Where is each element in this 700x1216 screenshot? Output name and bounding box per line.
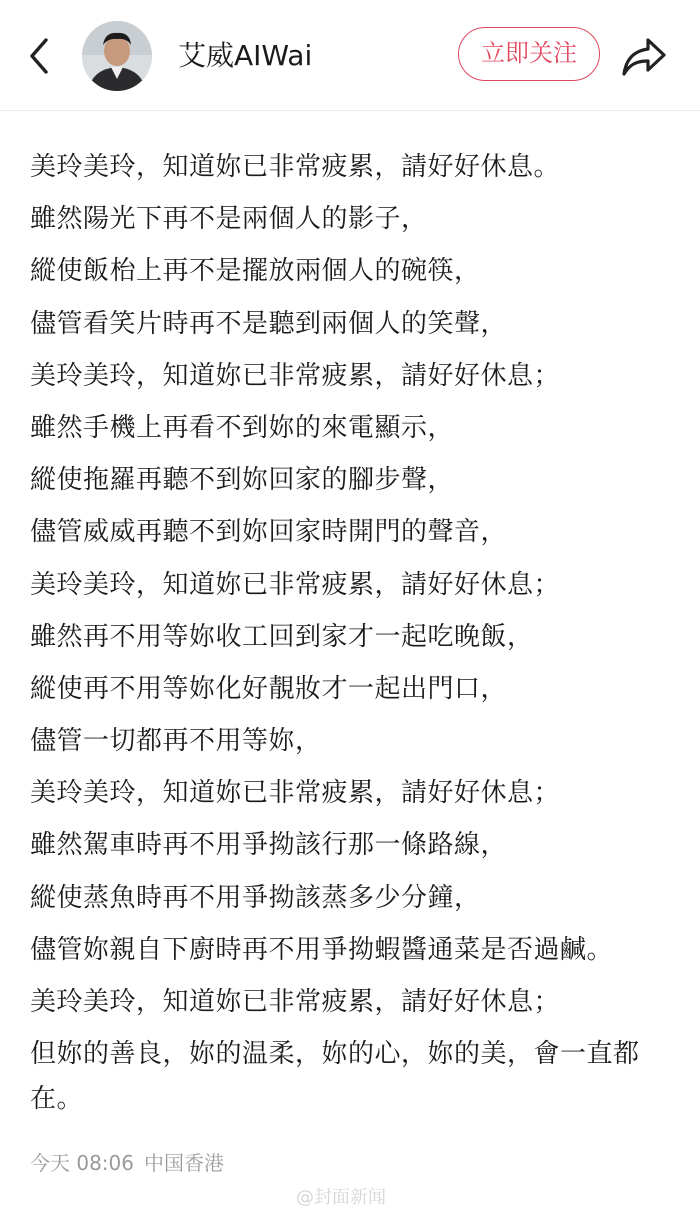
post-location: 中国香港 — [144, 1151, 224, 1175]
author-avatar[interactable] — [82, 21, 152, 91]
post-line: 美玲美玲，知道妳已非常疲累，請好好休息。 — [30, 152, 561, 182]
post-line: 雖然再不用等妳收工回到家才一起吃晚飯， — [30, 621, 534, 652]
post-line: 美玲美玲，知道妳已非常疲累，請好好休息； — [30, 778, 561, 809]
post-line: 儘管妳親自下廚時再不用爭拗蝦醬通菜是否過鹹。 — [30, 934, 614, 965]
post-meta — [30, 1148, 224, 1178]
post-line: 儘管一切都再不用等妳， — [30, 726, 322, 757]
post-line: 儘管看笑片時再不是聽到兩個人的笑聲， — [30, 308, 508, 339]
post-line: 雖然駕車時再不用爭拗該行那一條路線， — [30, 830, 508, 861]
post-body — [30, 145, 670, 1129]
follow-button[interactable]: 立即关注 — [458, 27, 600, 81]
top-bar — [0, 0, 700, 111]
post-line: 儘管威威再聽不到妳回家時開門的聲音， — [30, 517, 508, 548]
post-line: 美玲美玲，知道妳已非常疲累，請好好休息； — [30, 987, 561, 1017]
share-arrow-icon — [620, 34, 668, 78]
watermark: @封面新闻 — [296, 1187, 386, 1208]
post-line: 縱使蒸魚時再不用爭拗該蒸多少分鐘， — [30, 882, 481, 913]
post-line: 縱使拖羅再聽不到妳回家的腳步聲， — [30, 465, 455, 496]
post-time: 今天 08:06 — [30, 1151, 134, 1175]
avatar-photo — [82, 21, 152, 91]
post-line: 雖然陽光下再不是兩個人的影子， — [30, 204, 428, 235]
chevron-left-icon — [20, 34, 60, 78]
post-line: 美玲美玲，知道妳已非常疲累，請好好休息； — [30, 360, 561, 391]
author-name[interactable]: 艾威AIWai — [178, 39, 313, 72]
post-line: 縱使再不用等妳化好靚妝才一起出門口， — [30, 673, 508, 704]
share-button[interactable] — [620, 34, 668, 78]
post-line: 美玲美玲，知道妳已非常疲累，請好好休息； — [30, 569, 561, 600]
back-button[interactable] — [20, 34, 60, 78]
post-line: 縱使飯枱上再不是擺放兩個人的碗筷， — [30, 256, 481, 287]
post-line: 雖然手機上再看不到妳的來電顯示， — [30, 412, 455, 443]
post-line: 但妳的善良，妳的温柔，妳的心，妳的美，會一直都在。 — [30, 1039, 640, 1115]
